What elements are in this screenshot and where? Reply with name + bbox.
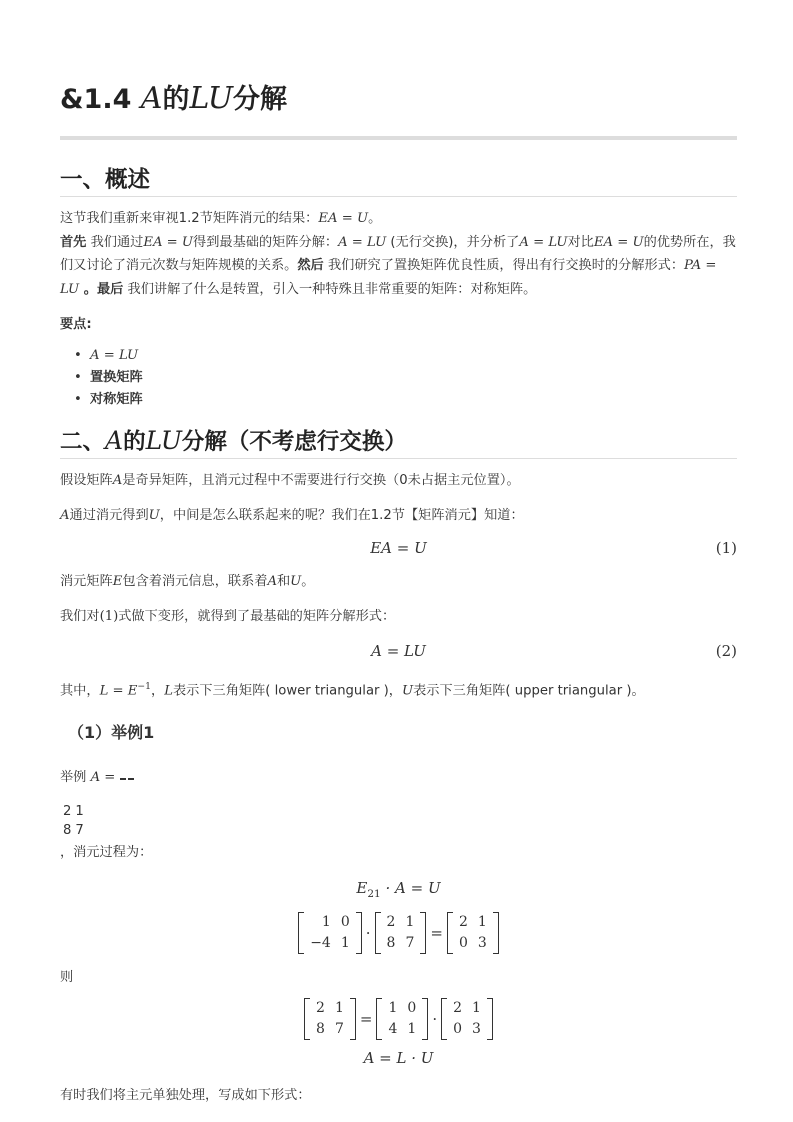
- paragraph-pivots: 有时我们将主元单独处理，写成如下形式：: [60, 1087, 311, 1103]
- factorization-product: 2 1 8 7 = 1 0 4 1 · 2 1 0 3: [60, 998, 737, 1040]
- document-page: &1.4 A的LU分解 一、概述 这节我们重新来审视1.2节矩阵消元的结果：EA = U。 首先 我们通过EA = U得到最基础的矩阵分解：A = LU (无行交换)，并分析了A = LU对比EA = U的优势所在，我们又讨论了消元次数与矩阵规模的关系。然后 我们研究了置换矩阵优良性质，得出有行交换时的分解形式：PA = LU 。最后 我们讲解了什么是转置，引入一种特殊且非常重要的矩阵：对称矩阵。 要点: • A = LU • 置换矩阵 • 对称矩阵 二、A的LU分解（不考虑行交换） 假设矩阵A是奇异矩阵，且消元过程中不需要进行行交换（0未占据主元位置）。 A通过消元得到U，中间是怎么联系起来的呢？我们在1.2节【矩阵消元】知道： EA = U (1) 消元矩阵E包含着消元信息，联系着A和U。 我们对(1)式做下变形，就得到了最基础的矩阵分解形式： A = LU (2) 其中，$L = E^{-1}$，L表示下三角矩阵( lower triangular )，U表示下三角矩阵( upper triangular )。 （1）举例1 举例 A = 2 1 8 7 ，消元过程为： $E_{21} \cdot A = U$ 1 0 −4 1 · 2 1 8 7 = 2 1 0 3 则 2 1 8 7 = 1 0 4 1 · 2 1 0 3 A = L · U 有时我们将主元单独处理，写成如下形式：: [60, 0, 737, 1107]
- equation-2: A = LU (2): [60, 639, 737, 663]
- matrix-entry: 8: [386, 935, 396, 952]
- equation-e21: $E_{21} \cdot A = U$: [356, 879, 441, 901]
- matrix-entry: 1: [407, 1020, 417, 1037]
- list-item: • 对称矩阵: [90, 389, 737, 411]
- section1-intro: 这节我们重新来审视1.2节矩阵消元的结果：EA = U。: [60, 211, 382, 226]
- matrix-entry: 1: [477, 914, 487, 931]
- paragraph-question: A通过消元得到U，中间是怎么联系起来的呢？我们在1.2节【矩阵消元】知道：: [60, 508, 524, 523]
- matrix-entry: 1: [405, 914, 415, 931]
- matrix-entry: 0: [340, 914, 350, 931]
- section1-heading: 一、概述: [60, 167, 151, 193]
- matrix-u: [447, 912, 499, 954]
- matrix-a: [304, 998, 356, 1040]
- list-item: • A = LU: [90, 345, 737, 367]
- equation-number: (1): [715, 538, 737, 557]
- matrix-entry: 1: [334, 999, 344, 1016]
- matrix-entry: 0: [453, 1020, 463, 1037]
- example-heading: （1）举例1: [68, 723, 155, 743]
- example-intro: 举例 A =: [60, 770, 116, 786]
- matrix-u: [441, 998, 493, 1040]
- matrix-entry: 1: [321, 914, 331, 931]
- matrix-entry: 7: [334, 1020, 344, 1037]
- section1-summary: 首先 我们通过EA = U得到最基础的矩阵分解：A = LU (无行交换)，并分析了A = LU对比EA = U的优势所在，我们又讨论了消元次数与矩阵规模的关系。然后 我们研究了置换矩阵优良性质，得出有行交换时的分解形式：PA = LU 。最后 我们讲解了什么是转置，引入一种特殊且非常重要的矩阵：对称矩阵。: [60, 234, 736, 297]
- matrix-entry: 4: [388, 1020, 398, 1037]
- list-item: • 置换矩阵: [90, 367, 737, 389]
- matrix-entry: 2: [453, 999, 463, 1016]
- section2-heading: 二、A的LU分解（不考虑行交换）: [60, 425, 407, 455]
- matrix-entry: 1: [340, 935, 350, 952]
- matrix-a: [375, 912, 427, 954]
- matrix-entry: 1: [388, 999, 398, 1016]
- matrix-entry: 7: [405, 935, 415, 952]
- matrix-l: [376, 998, 428, 1040]
- matrix-entry: 1: [472, 999, 481, 1016]
- matrix-entry: 0: [407, 999, 417, 1016]
- elimination-product: 1 0 −4 1 · 2 1 8 7 = 2 1 0 3: [60, 912, 737, 954]
- matrix-entry: 2: [386, 914, 396, 931]
- equation-a-lu: A = L · U: [363, 1048, 434, 1067]
- matrix-entry: −4: [310, 935, 331, 952]
- keypoints-list: [60, 345, 737, 411]
- equation-number: (2): [715, 641, 737, 660]
- paragraph-transform: 我们对(1)式做下变形，就得到了最基础的矩阵分解形式：: [60, 609, 396, 624]
- matrix-entry: 2: [458, 914, 468, 931]
- matrix-e21: [298, 912, 362, 954]
- matrix-entry: 0: [458, 935, 468, 952]
- paragraph-elimination-matrix: 消元矩阵E包含着消元信息，联系着A和U。: [60, 573, 315, 589]
- page-title: &1.4 A的LU分解: [60, 81, 288, 116]
- matrix-entry: 3: [472, 1020, 481, 1037]
- then-label: 则: [60, 970, 74, 986]
- matrix-entry: 3: [477, 935, 487, 952]
- keypoints-label: 要点:: [60, 317, 92, 332]
- paragraph-definition: 其中，$L = E^{-1}$，L表示下三角矩阵( lower triangular )，U表示下三角矩阵( upper triangular )。: [60, 680, 645, 698]
- equation-1: EA = U (1): [60, 536, 737, 560]
- matrix-entry: 8: [316, 1020, 325, 1037]
- matrix-entry: 2: [316, 999, 325, 1016]
- paragraph-assumption: 假设矩阵A是奇异矩阵，且消元过程中不需要进行行交换（0未占据主元位置）。: [60, 472, 520, 488]
